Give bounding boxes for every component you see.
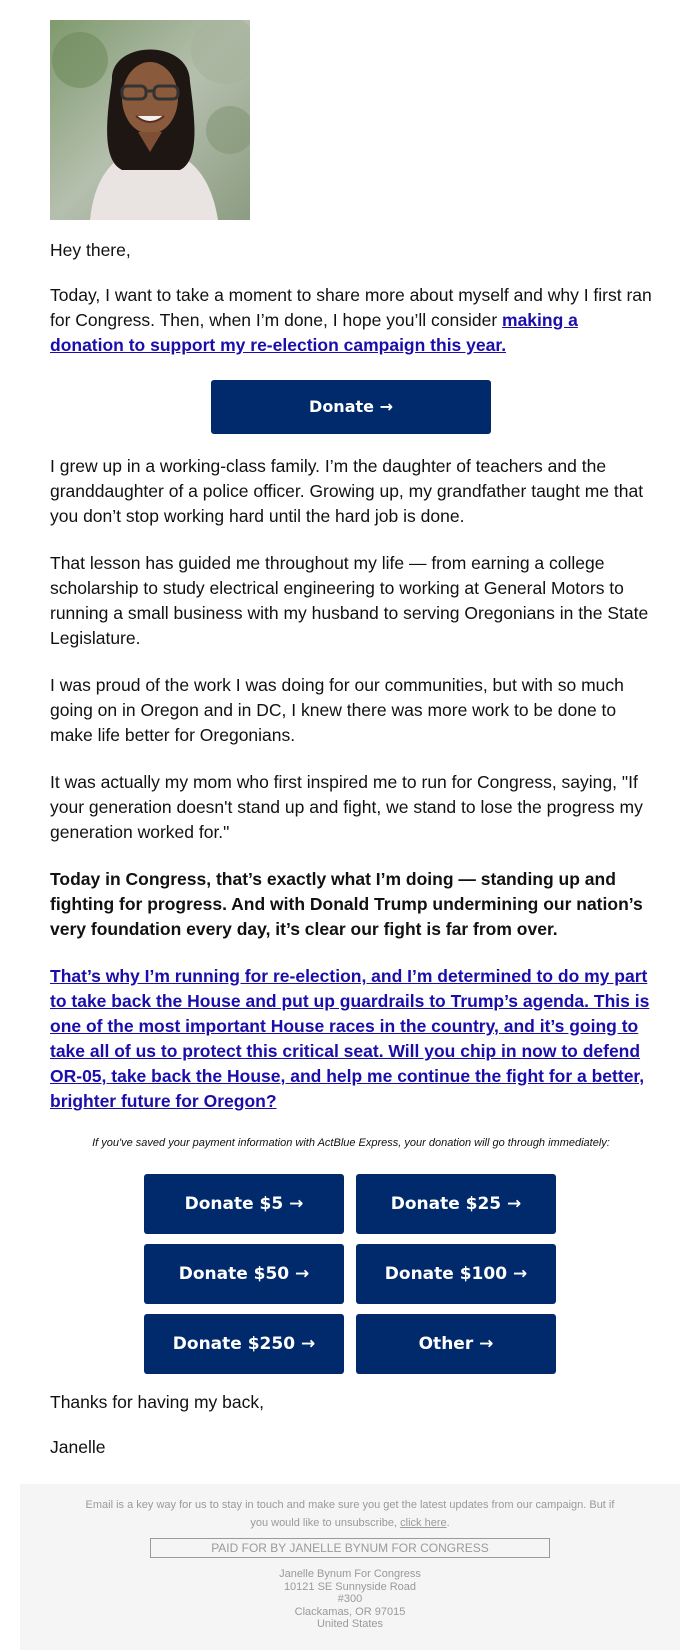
greeting: Hey there, <box>50 240 131 260</box>
unsubscribe-text: Email is a key way for us to stay in touch and make sure you get the latest updates from our campaign. But if you would like to unsubscribe, <box>85 1499 615 1529</box>
donate-100-button[interactable]: Donate $100 → <box>356 1244 556 1304</box>
donate-amount-grid <box>144 1174 558 1374</box>
address-line: #300 <box>337 1593 363 1605</box>
unsubscribe-note <box>80 1496 620 1532</box>
address-line: Janelle Bynum For Congress <box>279 1568 421 1580</box>
bold-paragraph: Today in Congress, that’s exactly what I’m doing — standing up and fighting for progress. And with Donald Trump undermining our nation’s very foundation every day, it’s clear our fight is far from over. <box>50 869 643 939</box>
mailing-address <box>80 1568 620 1631</box>
actblue-express-note: If you've saved your payment information with ActBlue Express, your donation will go through immediately: <box>92 1137 610 1149</box>
link-paragraph-wrap <box>50 964 652 1114</box>
signoff: Thanks for having my back, <box>50 1392 264 1412</box>
paid-for-disclaimer: PAID FOR BY JANELLE BYNUM FOR CONGRESS <box>150 1538 550 1558</box>
donate-other-button[interactable]: Other → <box>356 1314 556 1374</box>
candidate-photo <box>50 20 250 220</box>
paragraph-proud: I was proud of the work I was doing for our communities, but with so much going on in Oregon and in DC, I knew there was more work to be done to make life better for Oregonians. <box>50 675 624 745</box>
paragraph-working-class: I grew up in a working-class family. I’m the daughter of teachers and the granddaughter of a police officer. Growing up, my grandfather taught me that you don’t stop working hard until the hard job is done. <box>50 456 644 526</box>
donation-link[interactable]: making a donation to support my re-election campaign this year. <box>50 310 578 355</box>
unsubscribe-end: . <box>446 1517 450 1529</box>
paragraph-mom: It was actually my mom who first inspired me to run for Congress, saying, "If your generation doesn't stand up and fight, we stand to lose the progress my generation worked for." <box>50 772 643 842</box>
address-line: Clackamas, OR 97015 <box>294 1605 406 1618</box>
donate-button[interactable]: Donate → <box>211 380 491 434</box>
email-footer <box>20 1484 680 1650</box>
address-line: 10121 SE Sunnyside Road <box>283 1580 417 1593</box>
paragraph-lesson: That lesson has guided me throughout my life — from earning a college scholarship to study electrical engineering to working at General Motors to running a small business with my husband to serving Oregonians in the State Legislature. <box>50 553 649 648</box>
signature: Janelle <box>50 1437 106 1457</box>
intro-paragraph <box>50 283 652 358</box>
reelection-link[interactable]: That’s why I’m running for re-election, and I’m determined to do my part to take back the House and put up guardrails to Trump’s agenda. This is one of the most important House races in the country, and it’s going to take all of us to protect this critical seat. Will you chip in now to defend OR-05, take back the House, and help me continue the fight for a better, brighter future for Oregon? <box>50 966 650 1111</box>
main-donate-wrap <box>50 380 652 434</box>
unsubscribe-link[interactable]: click here <box>400 1517 447 1529</box>
donate-25-button[interactable]: Donate $25 → <box>356 1174 556 1234</box>
donate-50-button[interactable]: Donate $50 → <box>144 1244 344 1304</box>
donate-250-button[interactable]: Donate $250 → <box>144 1314 344 1374</box>
donate-5-button[interactable]: Donate $5 → <box>144 1174 344 1234</box>
address-line: United States <box>316 1618 384 1630</box>
intro-text: Today, I want to take a moment to share more about myself and why I first ran for Congress. Then, when I’m done, I hope you’ll consider <box>50 285 652 330</box>
